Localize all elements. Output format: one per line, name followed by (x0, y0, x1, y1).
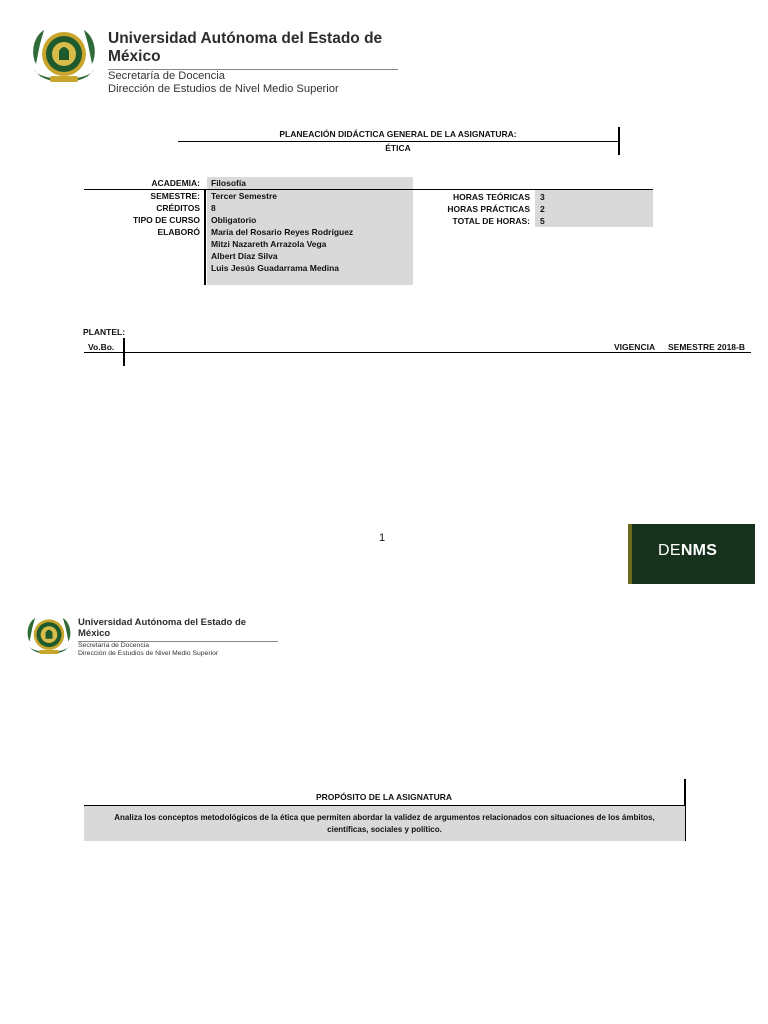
value-horas-practicas: 2 (540, 204, 545, 214)
label-academia: ACADEMIA: (151, 178, 200, 188)
title-divider (178, 141, 619, 142)
info-divider (84, 189, 653, 190)
secretaria-text: Secretaría de Docencia (78, 642, 150, 649)
vobo-divider (84, 352, 751, 353)
university-header (28, 24, 398, 96)
vobo-border (123, 338, 125, 366)
label-total-horas: TOTAL DE HORAS: (452, 216, 530, 226)
denms-prefix: DE (658, 542, 681, 559)
author-name: Mitzi Nazareth Arrazola Vega (211, 239, 327, 249)
label-horas-teoricas: HORAS TEÓRICAS (453, 192, 530, 202)
document-title: PLANEACIÓN DIDÁCTICA GENERAL DE LA ASIGNATURA: (279, 129, 517, 139)
label-plantel: PLANTEL: (83, 327, 126, 337)
label-elaboro: ELABORÓ (157, 227, 200, 237)
title-border (618, 127, 620, 155)
denms-logo-text (658, 542, 717, 560)
purpose-text: Analiza los conceptos metodológicos de la ética que permiten abordar la validez de argumentos relacionados con situaciones de los ámbitos, científicas, sociales y político. (84, 806, 685, 841)
label-semestre: SEMESTRE: (150, 191, 200, 201)
label-creditos: CRÉDITOS (156, 203, 200, 213)
value-horas-teoricas: 3 (540, 192, 545, 202)
hours-values-bg (535, 190, 653, 227)
value-academia: Filosofía (211, 178, 246, 188)
university-seal-icon (28, 24, 100, 88)
label-tipo-curso: TIPO DE CURSO (132, 215, 200, 225)
page-number: 1 (379, 532, 386, 544)
value-vigencia: SEMESTRE 2018-B (668, 342, 745, 352)
purpose-title: PROPÓSITO DE LA ASIGNATURA (315, 792, 452, 802)
secretaria-text: Secretaría de Docencia (108, 70, 225, 82)
label-horas-practicas: HORAS PRÁCTICAS (447, 204, 530, 214)
university-header (24, 613, 278, 659)
direccion-text: Dirección de Estudios de Nivel Medio Superior (78, 650, 219, 657)
value-creditos: 8 (211, 203, 216, 213)
author-name: Luis Jesús Guadarrama Medina (211, 263, 340, 273)
university-name: Universidad Autónoma del Estado de México (78, 613, 278, 642)
author-name: Albert Díaz Silva (211, 251, 278, 261)
university-seal-icon (24, 613, 74, 659)
value-tipo-curso: Obligatorio (211, 215, 257, 225)
direccion-text: Dirección de Estudios de Nivel Medio Superior (108, 83, 339, 95)
university-name: Universidad Autónoma del Estado de México (108, 24, 398, 70)
label-vobo: Vo.Bo. (88, 342, 115, 352)
denms-badge (628, 524, 755, 584)
author-name: María del Rosario Reyes Rodríguez (211, 227, 354, 237)
label-vigencia: VIGENCIA (614, 342, 656, 352)
value-total-horas: 5 (540, 216, 545, 226)
denms-bold: NMS (680, 542, 718, 559)
subject-name: ÉTICA (385, 143, 411, 153)
value-semestre: Tercer Semestre (211, 191, 277, 201)
info-left-border (204, 190, 206, 285)
